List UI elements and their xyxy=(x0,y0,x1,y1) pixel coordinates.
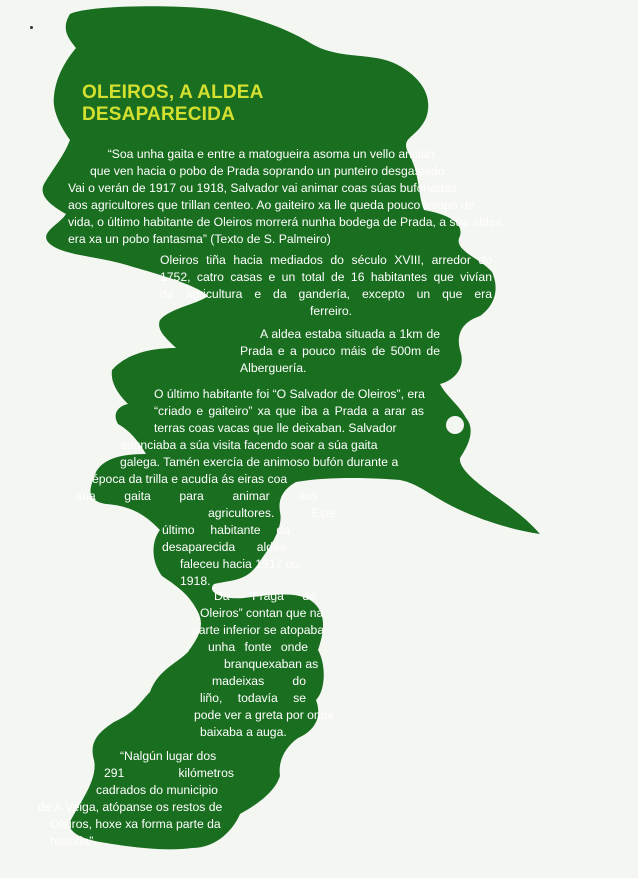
location-line: A aldea estaba situada a 1km de xyxy=(260,327,440,341)
location-line: Alberguería. xyxy=(240,361,307,375)
intro-line: aos agricultores que trillan centeo. Ao gaiteiro xa lle queda pouco tempo de xyxy=(68,198,475,212)
salvador-line: 1918. xyxy=(180,574,211,588)
closing-line: “Nalgún lugar dos xyxy=(120,749,217,763)
fraga-line: branquexaban as xyxy=(224,657,319,671)
salvador-line: O último habitante foi “O Salvador de Oleiros”, era xyxy=(154,387,425,401)
fraga-line: madeixas do xyxy=(212,674,306,688)
intro-line: era xa un pobo fantasma” (Texto de S. Palmeiro) xyxy=(68,232,331,246)
history-line: ferreiro. xyxy=(310,304,352,318)
history-line: da agricultura e da gandería, excepto un que era xyxy=(160,287,492,301)
punch-hole xyxy=(446,416,464,434)
salvador-line: galega. Tamén exercía de animoso bufón durante a xyxy=(120,455,399,469)
intro-quote xyxy=(68,146,503,248)
salvador-line: desaparecida aldea, xyxy=(162,540,290,554)
intro-line: “Soa unha gaita e entre a matogueira asoma un vello ancián xyxy=(107,147,435,161)
salvador-line: faleceu hacia 1917 ou xyxy=(180,557,300,571)
closing-line: cadrados do municipio xyxy=(96,783,218,797)
intro-line: que ven hacia o pobo de Prada soprando un punteiro desgastado. xyxy=(90,164,448,178)
closing-line: Oleiros, hoxe xa forma parte da xyxy=(50,817,221,831)
fraga-paragraph xyxy=(192,588,338,741)
history-line: 1752, catro casas e un total de 16 habitantes que vivían xyxy=(160,270,492,284)
location-line: Prada e a pouco máis de 500m de xyxy=(240,344,440,358)
closing-line: de A Veiga, atópanse os restos de xyxy=(38,800,223,814)
title-line-2: DESAPARECIDA xyxy=(82,104,236,125)
fraga-line: unha fonte onde xyxy=(208,640,308,654)
salvador-line: “criado e gaiteiro” xa que iba a Prada a arar as xyxy=(154,404,424,418)
fraga-line: Oleiros” contan que na xyxy=(200,606,324,620)
fraga-line: parte inferior se atopaba xyxy=(192,623,325,637)
history-line: Oleiros tiña hacia mediados do século XVIII, arredor do xyxy=(160,253,492,267)
fraga-line: Da “Fraga de xyxy=(214,589,316,603)
intro-line: Vai o verán de 1917 ou 1918, Salvador vai animar coas súas bufonadas xyxy=(68,181,457,195)
page-title xyxy=(82,82,264,126)
salvador-line: anunciaba a súa visita facendo soar a súa gaita xyxy=(120,438,378,452)
closing-line: historia”. xyxy=(50,834,97,848)
intro-line: vida, o último habitante de Oleiros morrerá nunha bodega de Prada, a súa aldea xyxy=(68,215,503,229)
salvador-line: último habitante da xyxy=(162,523,290,537)
salvador-paragraph xyxy=(76,386,425,590)
closing-paragraph xyxy=(38,748,256,850)
location-paragraph xyxy=(240,326,440,377)
fraga-line: baixaba a auga. xyxy=(200,725,287,739)
title-line-1: OLEIROS, A ALDEA xyxy=(82,82,264,103)
fraga-line: liño, todavía se xyxy=(200,691,306,705)
closing-line: 291 kilómetros xyxy=(104,766,234,780)
salvador-line: época da trilla e acudía ás eiras coa xyxy=(92,472,288,486)
fraga-line: pode ver a greta por onde xyxy=(194,708,335,722)
salvador-line: súa gaita para animar aos xyxy=(76,489,318,503)
salvador-line: agricultores. Este xyxy=(208,506,336,520)
history-paragraph xyxy=(160,252,492,320)
salvador-line: terras coas vacas que lle deixaban. Salvador xyxy=(154,421,397,435)
